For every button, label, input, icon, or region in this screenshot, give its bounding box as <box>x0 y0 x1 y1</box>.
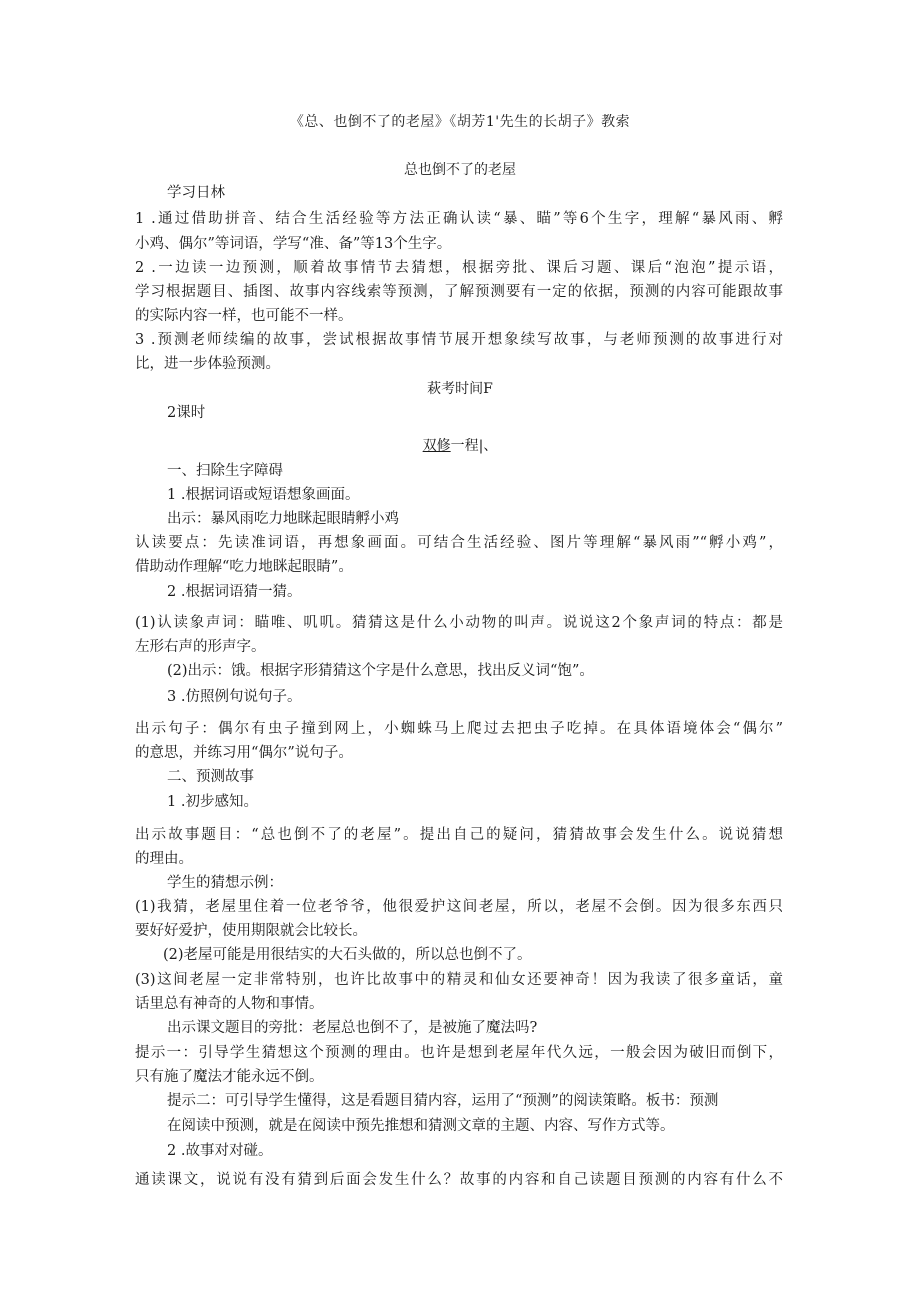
process-heading <box>0 436 920 456</box>
section-2-show-line-2: 的理由。 <box>135 851 193 867</box>
section-1-2-1-line-2: 左形右声的形声字。 <box>135 639 266 655</box>
section-1-item-2: 2 .根据词语猜一猜。 <box>167 584 302 600</box>
process-heading-rest: 一程|、 <box>450 438 498 454</box>
objective-1-line-1: 1 .通过借助拼音、结合生活经验等方法正确认读“暴、瞄”等6个生字，理解“暴风雨、孵 <box>135 211 783 227</box>
time-heading: 萩考时间F <box>427 381 493 397</box>
objective-1-line-2: 小鸡、偶尔”等词语，学写“准、备”等13个生字。 <box>135 236 452 252</box>
section-1-2-1-line-1: (1)认读象声词：瞄唯、叽叽。猜猜这是什么小动物的叫声。说说这2个象声词的特点：都是 <box>135 615 783 631</box>
section-1-show: 出示：暴风雨吃力地眯起眼睛孵小鸡 <box>167 511 399 527</box>
section-2-annotation: 出示课文题目的旁批：老屋总也倒不了，是被施了魔法吗? <box>167 1020 538 1036</box>
objective-2-line-2: 学习根据题目、插图、故事内容线索等预测，了解预测要有一定的依据，预测的内容可能跟故事 <box>135 284 783 300</box>
objective-2-line-1: 2 .一边读一边预测，顺着故事情节去猜想，根据旁批、课后习题、课后“泡泡”提示语， <box>135 260 783 276</box>
section-2-title: 二、预测故事 <box>167 769 254 785</box>
objective-3-line-1: 3 .预测老师续编的故事，尝试根据故事情节展开想象续写故事，与老师预测的故事进行对 <box>135 332 783 348</box>
section-1-3-line-2: 的意思，并练习用“偶尔”说句子。 <box>135 745 353 761</box>
time-value: 2课时 <box>167 405 206 421</box>
section-1-2-2: (2)出示：饿。根据字形猜猜这个字是什么意思，找出反义词“饱”。 <box>167 663 594 679</box>
section-2-show-line-1: 出示故事题目：“总也倒不了的老屋”。提出自己的疑问，猜猜故事会发生什么。说说猜想 <box>135 827 783 843</box>
section-2-hint-1-line-2: 只有施了魔法才能永远不倒。 <box>135 1069 324 1085</box>
section-1-item-3: 3 .仿照例句说句子。 <box>167 689 302 705</box>
objective-3-line-2: 比，进一步体验预测。 <box>135 356 280 372</box>
section-2-example-3-line-1: (3)这间老屋一定非常特别，也许比故事中的精灵和仙女还要神奇！因为我读了很多童话，童 <box>135 972 783 988</box>
section-2-hint-2: 提示二：可引导学生懂得，这是看题目猜内容，运用了“预测”的阅读策略。板书：预测 <box>167 1093 719 1109</box>
section-2-definition: 在阅读中预测，就是在阅读中预先推想和猜测文章的主题、内容、写作方式等。 <box>167 1118 675 1134</box>
section-2-example-1-line-2: 要好好爱护，使用期限就会比较长。 <box>135 923 367 939</box>
lesson-title: 总也倒不了的老屋 <box>404 162 516 178</box>
section-2-example-2: (2)老屋可能是用很结实的大石头做的，所以总也倒不了。 <box>163 947 532 963</box>
section-1-points-line-1: 认读要点：先读准词语，再想象画面。可结合生活经验、图片等理解“暴风雨”“孵小鸡”， <box>135 535 783 551</box>
section-1-3-line-1: 出示句子：偶尔有虫子撞到网上，小蜘蛛马上爬过去把虫子吃掉。在具体语境体会“偶尔” <box>135 721 783 737</box>
section-1-item-1: 1 .根据词语或短语想象画面。 <box>167 487 360 503</box>
process-heading-underlined: 双修 <box>422 438 451 454</box>
objectives-heading: 学习日林 <box>167 185 225 201</box>
objective-2-line-3: 的实际内容一样，也可能不一样。 <box>135 308 353 324</box>
section-1-title: 一、扫除生字障碍 <box>167 463 283 479</box>
section-2-item-1: 1 .初步感知。 <box>167 794 258 810</box>
section-2-example-3-line-2: 话里总有神奇的人物和事情。 <box>135 996 324 1012</box>
document-title: 《总、也倒不了的老屋》《胡芳1'先生的长胡子》教索 <box>289 114 631 130</box>
section-2-hint-1-line-1: 提示一：引导学生猜想这个预测的理由。也许是想到老屋年代久远，一般会因为破旧而倒下， <box>135 1045 783 1061</box>
section-2-item-2: 2 .故事对对碰。 <box>167 1143 273 1159</box>
section-1-points-line-2: 借助动作理解“吃力地眯起眼睛”。 <box>135 559 353 575</box>
section-2-reading: 通读课文，说说有没有猜到后面会发生什么？故事的内容和自己读题目预测的内容有什么不 <box>135 1172 783 1188</box>
section-2-examples-label: 学生的猜想示例： <box>167 875 283 891</box>
section-2-example-1-line-1: (1)我猜，老屋里住着一位老爷爷，他很爱护这间老屋，所以，老屋不会倒。因为很多东西只 <box>135 899 783 915</box>
